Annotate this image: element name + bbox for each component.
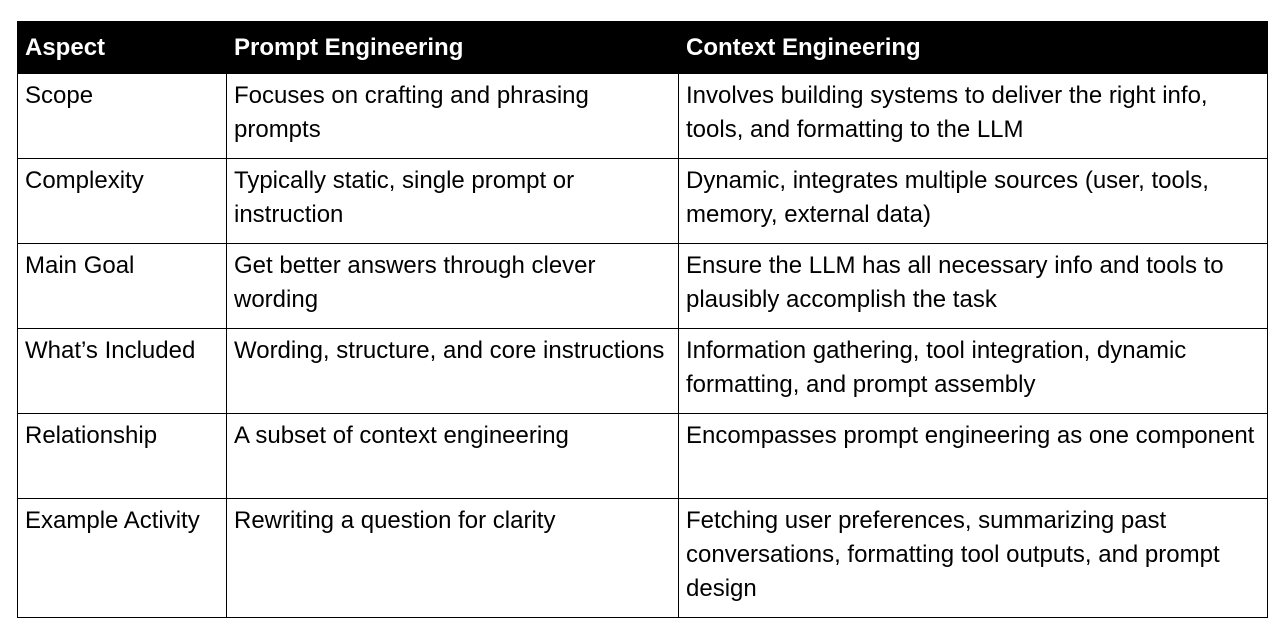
- table-row-scope: [18, 74, 1268, 159]
- header-row: [18, 22, 1268, 74]
- cell-context-engineering: Fetching user preferences, summarizing past conversations, formatting tool outputs, and prompt design: [679, 499, 1268, 618]
- table-body: [18, 74, 1268, 618]
- cell-aspect: Complexity: [18, 159, 227, 244]
- header-context-engineering: Context Engineering: [679, 22, 1268, 74]
- cell-context-engineering: Dynamic, integrates multiple sources (user, tools, memory, external data): [679, 159, 1268, 244]
- cell-context-engineering: Ensure the LLM has all necessary info and tools to plausibly accomplish the task: [679, 244, 1268, 329]
- cell-prompt-engineering: Get better answers through clever wording: [227, 244, 679, 329]
- table-row-relationship: [18, 414, 1268, 499]
- table-header: [18, 22, 1268, 74]
- table-row-example-activity: [18, 499, 1268, 618]
- cell-prompt-engineering: Wording, structure, and core instructions: [227, 329, 679, 414]
- cell-prompt-engineering: Focuses on crafting and phrasing prompts: [227, 74, 679, 159]
- cell-prompt-engineering: Typically static, single prompt or instruction: [227, 159, 679, 244]
- cell-aspect: What’s Included: [18, 329, 227, 414]
- table-row-complexity: [18, 159, 1268, 244]
- table-row-whats-included: [18, 329, 1268, 414]
- cell-aspect: Scope: [18, 74, 227, 159]
- table-row-main-goal: [18, 244, 1268, 329]
- cell-context-engineering: Involves building systems to deliver the right info, tools, and formatting to the LLM: [679, 74, 1268, 159]
- cell-aspect: Relationship: [18, 414, 227, 499]
- comparison-table: [17, 21, 1268, 618]
- cell-prompt-engineering: Rewriting a question for clarity: [227, 499, 679, 618]
- cell-aspect: Example Activity: [18, 499, 227, 618]
- header-aspect: Aspect: [18, 22, 227, 74]
- cell-context-engineering: Encompasses prompt engineering as one component: [679, 414, 1268, 499]
- cell-context-engineering: Information gathering, tool integration, dynamic formatting, and prompt assembly: [679, 329, 1268, 414]
- cell-aspect: Main Goal: [18, 244, 227, 329]
- header-prompt-engineering: Prompt Engineering: [227, 22, 679, 74]
- cell-prompt-engineering: A subset of context engineering: [227, 414, 679, 499]
